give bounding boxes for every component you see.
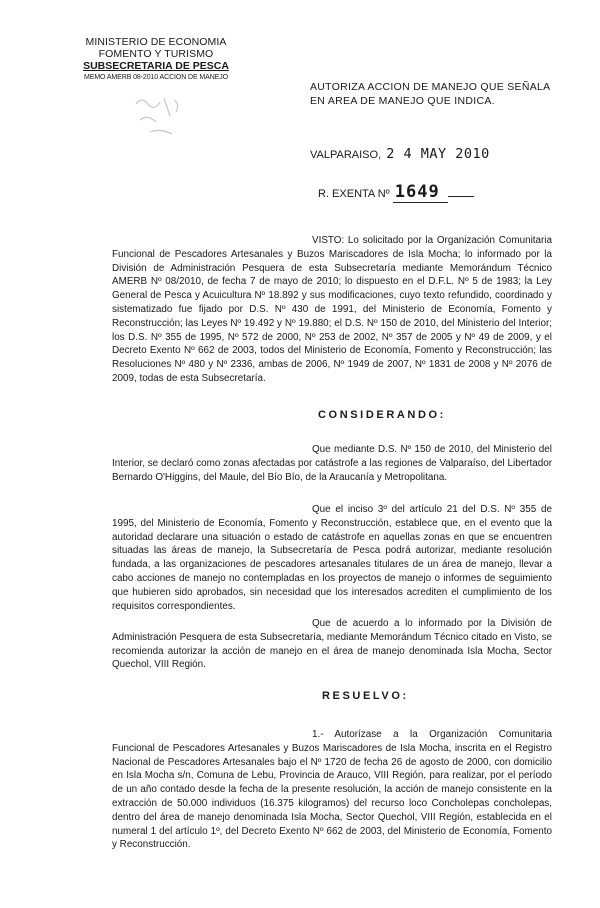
resolution-subject [310, 80, 551, 108]
ministry-name: MINISTERIO DE ECONOMIA [85, 36, 227, 48]
letterhead [66, 36, 246, 84]
considerando-text-2: Que el inciso 3º del artículo 21 del D.S. Nº 355 de 1995, del Ministerio de Economía, Fomento y Reconstrucción, establece que, en el evento que la autoridad declarare una situación o estado de catástrofe en aquellas zonas en que se encuentren situadas las áreas de manejo, la Subsecretaría de Pesca podrá autorizar, mediante resolución fundada, a las organizaciones de pescadores artesanales titulares de un área de manejo, llevar a cabo acciones de manejo no contempladas en los proyectos de manejo o informes de seguimiento que hubieren sido aprobados, sin necesidad que los interesados acrediten el cumplimiento de los requisitos correspondientes. [112, 504, 552, 612]
resolution-number: 1649 [393, 182, 448, 203]
undersecretariat-name: SUBSECRETARIA DE PESCA [83, 60, 229, 72]
considerando-paragraph-1 [112, 443, 552, 484]
ministry-subname: FOMENTO Y TURISMO [98, 48, 214, 60]
considerando-paragraph-3 [112, 617, 552, 672]
considerando-heading: CONSIDERANDO: [318, 409, 446, 421]
memo-reference: MEMO AMERB 08-2010 ACCION DE MANEJO [84, 74, 228, 81]
considerando-text-1: Que mediante D.S. Nº 150 de 2010, del Ministerio del Interior, se declaró como zonas afectadas por catástrofe a las regiones de Valparaíso, del Libertador Bernardo O'Higgins, del Maule, del Bío Bío, de la Araucanía y Metropolitana. [112, 444, 552, 483]
resolution-label: R. EXENTA Nº [318, 188, 390, 200]
faint-stamp-mark [130, 90, 200, 145]
resolution-number-line [318, 182, 474, 203]
dateline [310, 146, 490, 162]
date-stamp: 2 4 MAY 2010 [386, 146, 490, 162]
considerando-text-3: Que de acuerdo a lo informado por la División de Administración Pesquera de esta Subsecretaría, mediante Memorándum Técnico citado en Visto, se recomienda autorizar la acción de manejo en el área de manejo denominada Isla Mocha, Sector Quechol, VIII Región. [112, 618, 552, 671]
resuelvo-heading: RESUELVO: [322, 690, 409, 702]
resuelvo-paragraph-1 [112, 728, 552, 852]
visto-text: VISTO: Lo solicitado por la Organización Comunitaria Funcional de Pescadores Artesanales y Buzos Mariscadores de Isla Mocha; lo informado por la División de Administración Pesquera de esta Subsecretaría mediante Memorándum Técnico AMERB Nº 08/2010, de fecha 7 de mayo de 2010; lo dispuesto en el D.F.L. Nº 5 de 1983; la Ley General de Pesca y Acuicultura Nº 18.892 y sus modificaciones, cuyo texto refundido, coordinado y sistematizado fue fijado por D.S. Nº 430 de 1991, del Ministerio de Economía, Fomento y Reconstrucción; las Leyes Nº 19.492 y Nº 19.880; el D.S. Nº 150 de 2010, del Ministerio del Interior; los D.S. Nº 355 de 1995, Nº 572 de 2000, Nº 253 de 2002, Nº 357 de 2005 y Nº 49 de 2009, y el Decreto Exento Nº 662 de 2003, todos del Ministerio de Economía, Fomento y Reconstrucción; las Resoluciones Nº 480 y Nº 2336, ambas de 2006, Nº 1949 de 2007, Nº 1831 de 2008 y Nº 2076 de 2009, todas de esta Subsecretaría. [112, 235, 552, 384]
considerando-paragraph-2 [112, 503, 552, 613]
visto-paragraph [112, 234, 552, 386]
resuelvo-text-1: 1.- Autorízase a la Organización Comunitaria Funcional de Pescadores Artesanales y Buzos Mariscadores de Isla Mocha, inscrita en el Registro Nacional de Pescadores Artesanales bajo el Nº 1720 de fecha 26 de agosto de 2000, con domicilio en Isla Mocha s/n, Comuna de Lebu, Provincia de Arauco, VIII Región, para realizar, por el período de un año contado desde la fecha de la presente resolución, la acción de manejo consistente en la extracción de 50.000 individuos (16.375 kilogramos) del recurso loco Concholepas concholepas, dentro del área de manejo denominada Isla Mocha, Sector Quechol, VIII Región, establecida en el numeral 1 del artículo 1º, del Decreto Exento Nº 662 de 2003, del Ministerio de Economía, Fomento y Reconstrucción. [112, 729, 552, 851]
place-name: VALPARAISO, [310, 149, 382, 161]
subject-line-2: EN AREA DE MANEJO QUE INDICA. [310, 95, 495, 107]
subject-line-1: AUTORIZA ACCION DE MANEJO QUE SEÑALA [310, 81, 551, 93]
